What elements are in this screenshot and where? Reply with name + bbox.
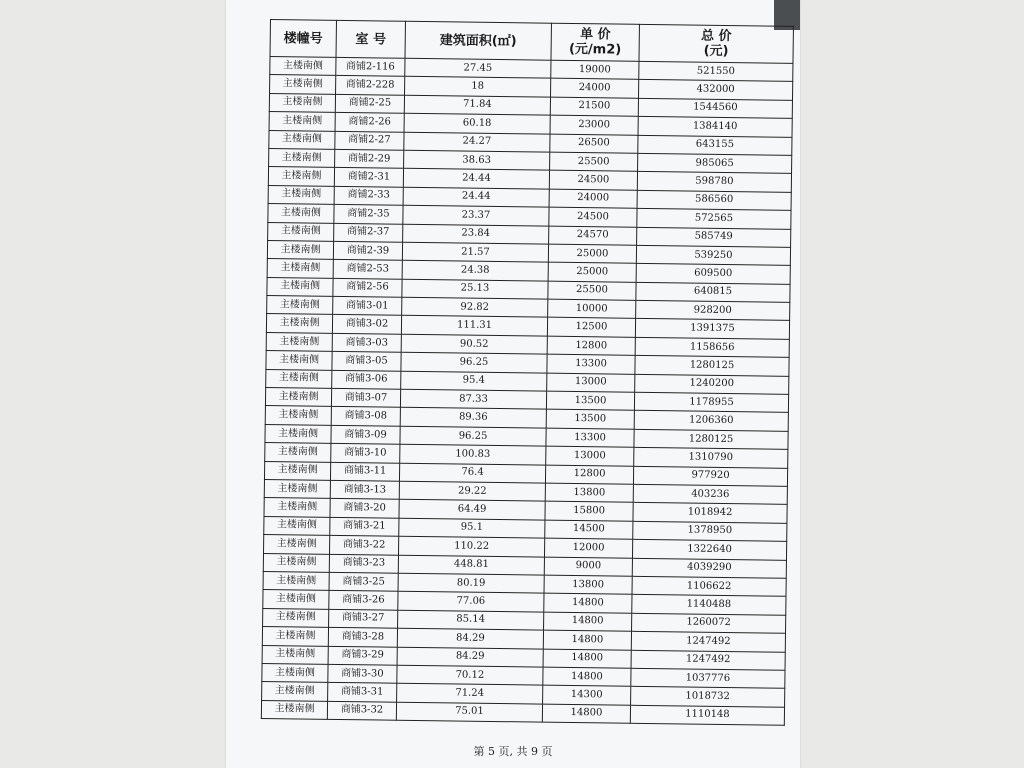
cell-area: 111.31 — [401, 316, 547, 336]
cell-area: 77.06 — [398, 592, 544, 612]
header-unit-price: 单 价 (元/m2) — [551, 23, 639, 61]
cell-room: 商铺3-09 — [331, 425, 400, 444]
cell-area: 96.25 — [401, 352, 547, 372]
cell-area: 25.13 — [402, 279, 548, 299]
cell-unit-price: 23000 — [550, 115, 638, 135]
cell-building: 主楼南侧 — [264, 479, 330, 498]
cell-total-price: 521550 — [639, 61, 793, 81]
document-page — [226, 0, 800, 768]
cell-unit-price: 13300 — [546, 428, 634, 448]
cell-room: 商铺3-06 — [332, 370, 401, 389]
cell-total-price: 1110148 — [630, 705, 784, 725]
cell-room: 商铺3-23 — [329, 554, 398, 573]
cell-room: 商铺3-31 — [328, 683, 397, 702]
cell-room: 商铺2-29 — [335, 149, 404, 168]
cell-total-price: 1384140 — [638, 117, 792, 137]
cell-room: 商铺3-22 — [330, 535, 399, 554]
cell-building: 主楼南侧 — [269, 130, 335, 149]
cell-area: 24.44 — [403, 169, 549, 189]
cell-unit-price: 13800 — [545, 483, 633, 503]
cell-unit-price: 25000 — [548, 262, 636, 282]
cell-unit-price: 12000 — [544, 538, 632, 558]
cell-area: 76.4 — [399, 463, 545, 483]
cell-unit-price: 25500 — [548, 281, 636, 301]
cell-room: 商铺3-13 — [330, 480, 399, 499]
cell-area: 64.49 — [399, 500, 545, 520]
cell-building: 主楼南侧 — [267, 240, 333, 259]
cell-area: 84.29 — [397, 647, 543, 667]
cell-area: 27.45 — [405, 58, 551, 78]
cell-area: 71.84 — [404, 95, 550, 115]
cell-unit-price: 14800 — [543, 630, 631, 650]
cell-room: 商铺2-31 — [334, 168, 403, 187]
cell-room: 商铺2-25 — [335, 94, 404, 113]
cell-room: 商铺2-56 — [333, 278, 402, 297]
cell-area: 71.24 — [397, 683, 543, 703]
cell-unit-price: 12800 — [545, 465, 633, 485]
cell-area: 95.4 — [401, 371, 547, 391]
cell-unit-price: 24000 — [551, 79, 639, 99]
cell-area: 100.83 — [400, 444, 546, 464]
cell-total-price: 1247492 — [631, 631, 785, 651]
cell-total-price: 1544560 — [638, 98, 792, 118]
cell-building: 主楼南侧 — [268, 167, 334, 186]
cell-unit-price: 24000 — [549, 189, 637, 209]
cell-room: 商铺2-33 — [334, 186, 403, 205]
cell-building: 主楼南侧 — [269, 112, 335, 131]
cell-total-price: 640815 — [636, 282, 790, 302]
cell-unit-price: 24500 — [549, 171, 637, 191]
header-area: 建筑面积(㎡) — [405, 21, 551, 60]
cell-unit-price: 13000 — [547, 373, 635, 393]
cell-total-price: 985065 — [638, 153, 792, 173]
cell-area: 95.1 — [399, 518, 545, 538]
cell-room: 商铺2-53 — [333, 260, 402, 279]
cell-building: 主楼南侧 — [267, 296, 333, 315]
cell-total-price: 432000 — [638, 80, 792, 100]
cell-area: 75.01 — [396, 702, 542, 722]
cell-total-price: 1158656 — [635, 337, 789, 357]
cell-total-price: 1322640 — [632, 539, 786, 559]
cell-total-price: 1280125 — [635, 356, 789, 376]
cell-total-price: 1106622 — [632, 576, 786, 596]
cell-building: 主楼南侧 — [268, 222, 334, 241]
cell-unit-price: 14800 — [542, 704, 630, 724]
cell-area: 70.12 — [397, 665, 543, 685]
cell-room: 商铺3-07 — [331, 388, 400, 407]
cell-room: 商铺3-20 — [330, 499, 399, 518]
cell-total-price: 539250 — [636, 245, 790, 265]
cell-building: 主楼南侧 — [264, 516, 330, 535]
cell-total-price: 1140488 — [632, 595, 786, 615]
cell-total-price: 4039290 — [632, 558, 786, 578]
cell-total-price: 572565 — [637, 208, 791, 228]
cell-total-price: 1378950 — [633, 521, 787, 541]
cell-unit-price: 25000 — [548, 244, 636, 264]
cell-area: 84.29 — [397, 628, 543, 648]
cell-room: 商铺2-228 — [336, 76, 405, 95]
cell-unit-price: 13500 — [546, 391, 634, 411]
cell-total-price: 1206360 — [634, 411, 788, 431]
cell-area: 92.82 — [402, 297, 548, 317]
cell-total-price: 585749 — [637, 227, 791, 247]
cell-total-price: 1018942 — [633, 503, 787, 523]
cell-unit-price: 10000 — [548, 299, 636, 319]
cell-unit-price: 13000 — [546, 446, 634, 466]
cell-building: 主楼南侧 — [270, 57, 336, 76]
cell-area: 87.33 — [400, 389, 546, 409]
cell-area: 60.18 — [404, 113, 550, 133]
cell-total-price: 1018732 — [631, 687, 785, 707]
cell-area: 24.27 — [404, 132, 550, 152]
cell-building: 主楼南侧 — [269, 93, 335, 112]
cell-unit-price: 14800 — [544, 593, 632, 613]
cell-building: 主楼南侧 — [266, 351, 332, 370]
cell-total-price: 1240200 — [635, 374, 789, 394]
cell-total-price: 1310790 — [634, 448, 788, 468]
cell-room: 商铺3-03 — [332, 333, 401, 352]
cell-total-price: 586560 — [637, 190, 791, 210]
cell-building: 主楼南侧 — [267, 277, 333, 296]
cell-total-price: 1391375 — [635, 319, 789, 339]
cell-unit-price: 21500 — [550, 97, 638, 117]
cell-area: 38.63 — [404, 150, 550, 170]
header-total-price: 总 价 (元) — [639, 24, 793, 63]
cell-unit-price: 9000 — [544, 557, 632, 577]
cell-area: 85.14 — [398, 610, 544, 630]
cell-area: 23.37 — [403, 205, 549, 225]
cell-room: 商铺3-30 — [328, 664, 397, 683]
cell-area: 23.84 — [403, 224, 549, 244]
cell-room: 商铺3-05 — [332, 352, 401, 371]
cell-unit-price: 24570 — [549, 226, 637, 246]
cell-total-price: 609500 — [636, 264, 790, 284]
cell-room: 商铺3-08 — [331, 407, 400, 426]
cell-area: 80.19 — [398, 573, 544, 593]
cell-building: 主楼南侧 — [263, 590, 329, 609]
cell-area: 18 — [405, 77, 551, 97]
cell-room: 商铺3-26 — [329, 591, 398, 610]
cell-unit-price: 14800 — [543, 667, 631, 687]
cell-area: 96.25 — [400, 426, 546, 446]
cell-room: 商铺3-01 — [333, 296, 402, 315]
cell-building: 主楼南侧 — [265, 443, 331, 462]
cell-building: 主楼南侧 — [264, 535, 330, 554]
cell-building: 主楼南侧 — [270, 75, 336, 94]
cell-building: 主楼南侧 — [262, 682, 328, 701]
cell-room: 商铺2-37 — [334, 223, 403, 242]
cell-total-price: 928200 — [636, 300, 790, 320]
cell-building: 主楼南侧 — [264, 498, 330, 517]
cell-building: 主楼南侧 — [266, 314, 332, 333]
cell-total-price: 643155 — [638, 135, 792, 155]
cell-room: 商铺3-11 — [330, 462, 399, 481]
cell-room: 商铺3-25 — [329, 572, 398, 591]
cell-area: 21.57 — [402, 242, 548, 262]
cell-room: 商铺2-116 — [336, 57, 405, 76]
cell-total-price: 1178955 — [634, 392, 788, 412]
cell-building: 主楼南侧 — [268, 204, 334, 223]
cell-unit-price: 24500 — [549, 207, 637, 227]
cell-area: 24.44 — [403, 187, 549, 207]
cell-building: 主楼南侧 — [263, 608, 329, 627]
cell-total-price: 977920 — [633, 466, 787, 486]
cell-area: 448.81 — [398, 555, 544, 575]
cell-room: 商铺3-27 — [329, 609, 398, 628]
header-room: 室 号 — [336, 20, 405, 58]
cell-room: 商铺2-26 — [335, 113, 404, 132]
cell-unit-price: 13500 — [546, 410, 634, 430]
cell-building: 主楼南侧 — [262, 663, 328, 682]
cell-building: 主楼南侧 — [268, 185, 334, 204]
cell-room: 商铺3-10 — [331, 444, 400, 463]
header-building: 楼幢号 — [270, 20, 336, 58]
cell-unit-price: 12800 — [547, 336, 635, 356]
page-footer: 第 5 页, 共 9 页 — [473, 745, 553, 758]
cell-building: 主楼南侧 — [263, 571, 329, 590]
cell-room: 商铺2-35 — [334, 204, 403, 223]
cell-unit-price: 14300 — [543, 685, 631, 705]
cell-building: 主楼南侧 — [266, 369, 332, 388]
price-table — [261, 19, 794, 726]
cell-unit-price: 15800 — [545, 502, 633, 522]
cell-total-price: 1247492 — [631, 650, 785, 670]
cell-unit-price: 12500 — [547, 318, 635, 338]
cell-unit-price: 19000 — [551, 60, 639, 80]
cell-building: 主楼南侧 — [266, 332, 332, 351]
cell-building: 主楼南侧 — [264, 461, 330, 480]
cell-total-price: 1037776 — [631, 668, 785, 688]
cell-building: 主楼南侧 — [262, 645, 328, 664]
cell-room: 商铺2-27 — [335, 131, 404, 150]
cell-unit-price: 14800 — [543, 649, 631, 669]
cell-unit-price: 14500 — [545, 520, 633, 540]
cell-total-price: 598780 — [637, 172, 791, 192]
cell-total-price: 1260072 — [632, 613, 786, 633]
cell-building: 主楼南侧 — [262, 627, 328, 646]
cell-total-price: 1280125 — [634, 429, 788, 449]
cell-room: 商铺3-21 — [330, 517, 399, 536]
cell-area: 29.22 — [399, 481, 545, 501]
cell-building: 主楼南侧 — [265, 388, 331, 407]
cell-building: 主楼南侧 — [261, 700, 327, 719]
cell-area: 90.52 — [401, 334, 547, 354]
cell-building: 主楼南侧 — [263, 553, 329, 572]
cell-area: 24.38 — [402, 261, 548, 281]
cell-unit-price: 13800 — [544, 575, 632, 595]
cell-building: 主楼南侧 — [267, 259, 333, 278]
cell-unit-price: 25500 — [550, 152, 638, 172]
cell-room: 商铺3-29 — [328, 646, 397, 665]
cell-building: 主楼南侧 — [265, 406, 331, 425]
table-body — [261, 57, 793, 726]
cell-unit-price: 14800 — [544, 612, 632, 632]
cell-room: 商铺3-28 — [328, 627, 397, 646]
cell-total-price: 403236 — [633, 484, 787, 504]
cell-unit-price: 13300 — [547, 354, 635, 374]
cell-room: 商铺3-32 — [327, 701, 396, 720]
cell-building: 主楼南侧 — [265, 424, 331, 443]
cell-building: 主楼南侧 — [269, 148, 335, 167]
cell-room: 商铺3-02 — [332, 315, 401, 334]
cell-area: 89.36 — [400, 408, 546, 428]
cell-room: 商铺2-39 — [333, 241, 402, 260]
cell-unit-price: 26500 — [550, 134, 638, 154]
cell-area: 110.22 — [398, 536, 544, 556]
